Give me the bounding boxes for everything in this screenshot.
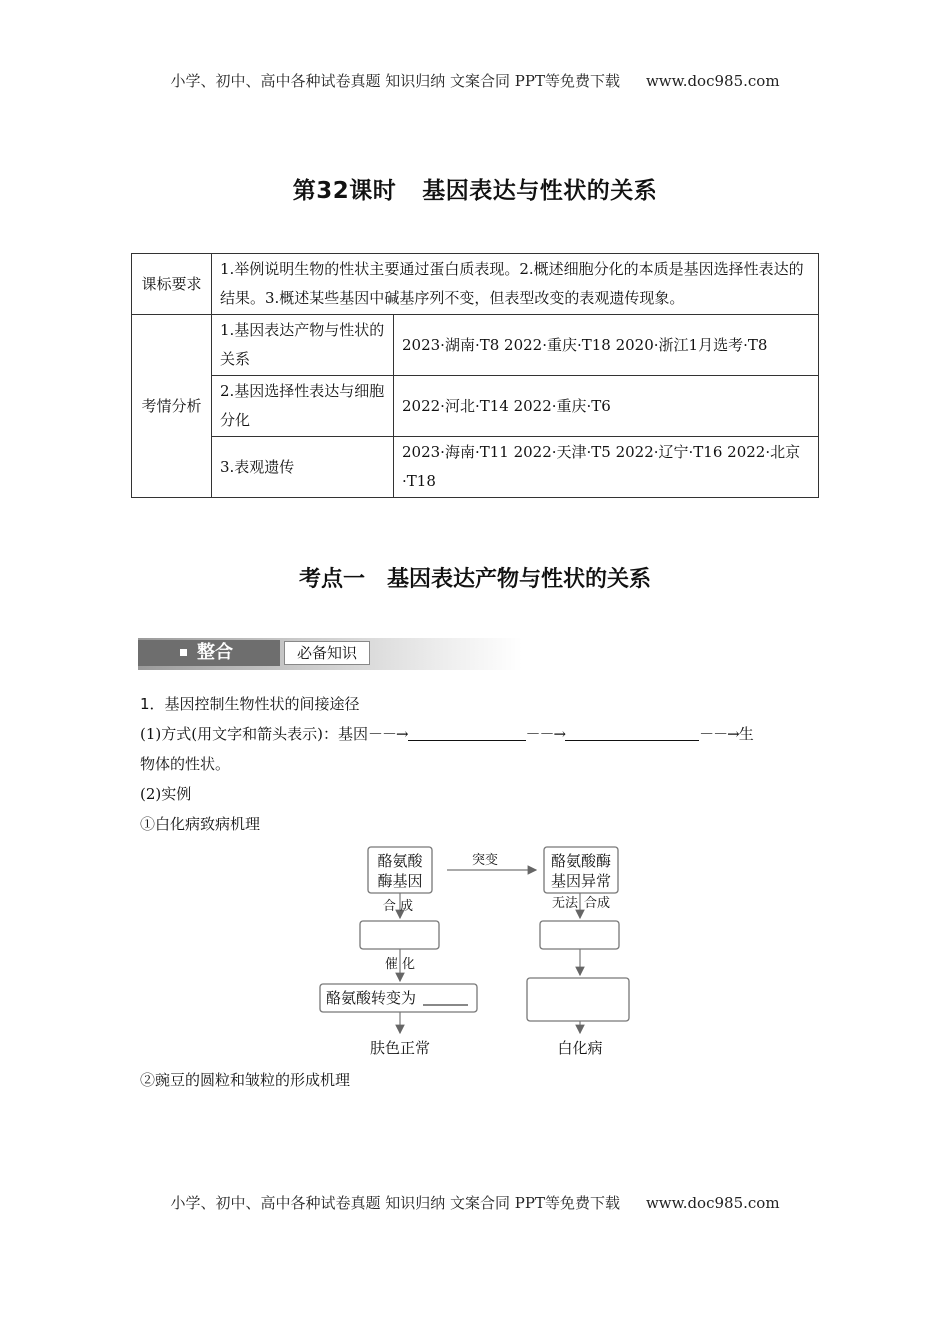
section-topic: 基因表达产物与性状的关系 bbox=[387, 567, 652, 592]
analysis-topic: 1.基因表达产物与性状的关系 bbox=[212, 315, 394, 376]
mode-suffix: 生 bbox=[738, 725, 754, 743]
page-footer bbox=[0, 1192, 950, 1213]
mode-prefix: (1)方式(用文字和箭头表示)：基因 bbox=[140, 725, 368, 743]
dashed-arrow-icon: －－→ bbox=[525, 725, 566, 743]
footer-url[interactable]: www.doc985.com bbox=[645, 1194, 780, 1212]
section-label: 考点一 bbox=[298, 567, 365, 592]
normal-skin-label: 肤色正常 bbox=[369, 1039, 431, 1057]
footer-text: 小学、初中、高中各种试卷真题 知识归纳 文案合同 PPT等免费下载 bbox=[170, 1194, 620, 1212]
banner-tag: 必备知识 bbox=[284, 641, 370, 665]
catalysis-label: 催 化 bbox=[384, 957, 416, 972]
lesson-number: 第32课时 bbox=[292, 178, 397, 204]
analysis-refs: 2022·河北·T14 2022·重庆·T6 bbox=[394, 376, 819, 437]
heading-indirect-path: 1．基因控制生物性状的间接途径 bbox=[140, 695, 360, 713]
dashed-arrow-icon: －－→ bbox=[367, 725, 408, 743]
synthesis-label: 合 成 bbox=[382, 899, 414, 914]
analysis-label: 考情分析 bbox=[132, 315, 212, 498]
case-pea: ②豌豆的圆粒和皱粒的形成机理 bbox=[140, 1071, 351, 1089]
box-albinism-blank[interactable] bbox=[527, 978, 629, 1021]
normal-gene-line-1: 酪氨酸 bbox=[377, 852, 423, 870]
mode-line-2: 物体的性状。 bbox=[140, 755, 231, 773]
case-albinism: ①白化病致病机理 bbox=[140, 815, 261, 833]
mutation-label: 突变 bbox=[471, 853, 499, 868]
no-synthesis-label-2: 合成 bbox=[583, 896, 611, 911]
abnormal-gene-line-1: 酪氨酸酶 bbox=[550, 852, 612, 870]
analysis-refs: 2023·湖南·T8 2022·重庆·T18 2020·浙江1月选考·T8 bbox=[394, 315, 819, 376]
box-enzyme-blank[interactable] bbox=[360, 921, 439, 949]
header-url[interactable]: www.doc985.com bbox=[645, 72, 780, 90]
conversion-label: 酪氨酸转变为 bbox=[326, 989, 417, 1007]
box-no-enzyme-blank[interactable] bbox=[540, 921, 619, 949]
no-synthesis-label-1: 无法 bbox=[551, 896, 579, 911]
analysis-refs: 2023·海南·T11 2022·天津·T5 2022·辽宁·T16 2022·北京·T18 bbox=[394, 437, 819, 498]
normal-gene-line-2: 酶基因 bbox=[377, 872, 423, 890]
header-text: 小学、初中、高中各种试卷真题 知识归纳 文案合同 PPT等免费下载 bbox=[170, 72, 620, 90]
banner-main-label: 整合 bbox=[197, 642, 233, 663]
albinism-label: 白化病 bbox=[557, 1039, 603, 1057]
analysis-topic: 2.基因选择性表达与细胞分化 bbox=[212, 376, 394, 437]
req-text: 1.举例说明生物的性状主要通过蛋白质表现。2.概述细胞分化的本质是基因选择性表达的结果。3.概述某些基因中碱基序列不变，但表型改变的表观遗传现象。 bbox=[212, 254, 819, 315]
dashed-arrow-icon: －－→ bbox=[699, 725, 739, 743]
abnormal-gene-line-2: 基因异常 bbox=[550, 872, 612, 890]
lesson-topic: 基因表达与性状的关系 bbox=[422, 178, 658, 204]
req-label: 课标要求 bbox=[132, 254, 212, 315]
analysis-topic: 3.表观遗传 bbox=[212, 437, 394, 498]
example-label: (2)实例 bbox=[140, 785, 192, 803]
